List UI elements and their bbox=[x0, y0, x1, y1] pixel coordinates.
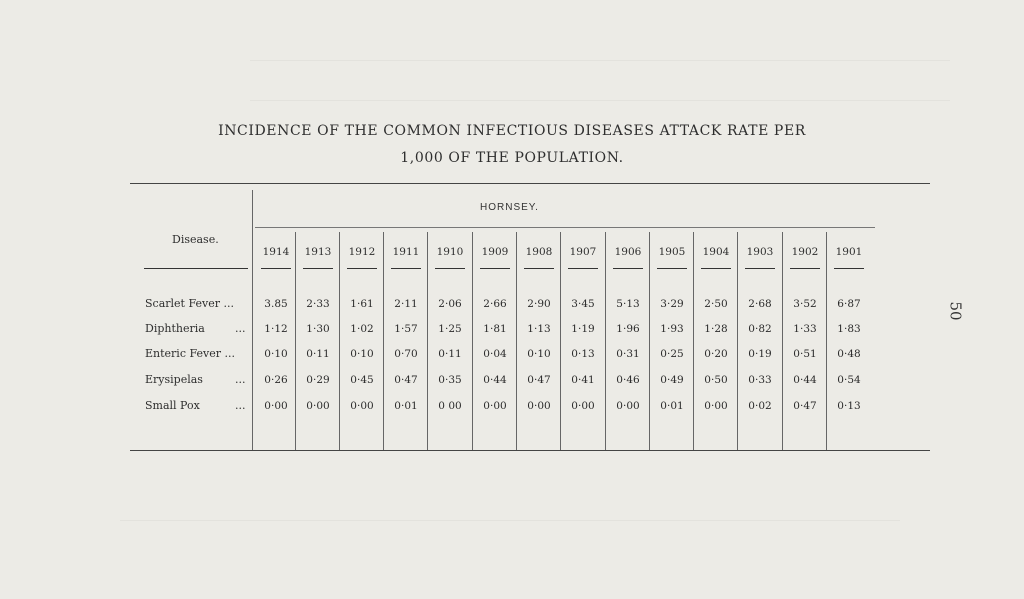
year-header-1909: 1909 bbox=[481, 246, 509, 258]
table-cell: 0·13 bbox=[837, 400, 861, 412]
disease-name: Scarlet Fever ... bbox=[145, 297, 234, 310]
table-cell: 0·25 bbox=[660, 348, 684, 360]
table-cell: 1·19 bbox=[571, 323, 595, 335]
table-cell: 3·45 bbox=[571, 298, 595, 310]
column-divider bbox=[649, 232, 650, 450]
table-cell: 1·81 bbox=[483, 323, 507, 335]
year-header-1905: 1905 bbox=[658, 246, 686, 258]
table-cell: 1·28 bbox=[704, 323, 728, 335]
year-header-underline bbox=[391, 268, 421, 269]
table-cell: 1·83 bbox=[837, 323, 861, 335]
year-header-1902: 1902 bbox=[791, 246, 819, 258]
table-cell: 0·01 bbox=[394, 400, 418, 412]
column-divider bbox=[826, 232, 827, 450]
year-header-underline bbox=[435, 268, 465, 269]
year-header-underline bbox=[745, 268, 775, 269]
leader-dots: ... bbox=[235, 322, 246, 335]
year-header-underline bbox=[657, 268, 687, 269]
table-cell: 0·44 bbox=[483, 374, 507, 386]
table-cell: 0 00 bbox=[438, 400, 462, 412]
table-cell: 2·66 bbox=[483, 298, 507, 310]
table-cell: 0·00 bbox=[350, 400, 374, 412]
leader-dots: ... bbox=[235, 373, 246, 386]
table-cell: 0·41 bbox=[571, 374, 595, 386]
year-header-underline bbox=[261, 268, 291, 269]
table-cell: 3·29 bbox=[660, 298, 684, 310]
table-cell: 0·01 bbox=[660, 400, 684, 412]
disease-column-header: Disease. bbox=[172, 233, 219, 246]
table-cell: 2·06 bbox=[438, 298, 462, 310]
column-divider bbox=[295, 232, 296, 450]
page-number: 50 bbox=[946, 301, 965, 321]
table-cell: 2·90 bbox=[527, 298, 551, 310]
table-cell: 0·45 bbox=[350, 374, 374, 386]
top-rule bbox=[130, 183, 930, 184]
title-line-1: INCIDENCE OF THE COMMON INFECTIOUS DISEASES ATTACK RATE PER bbox=[218, 123, 806, 139]
table-cell: 0·54 bbox=[837, 374, 861, 386]
column-divider bbox=[472, 232, 473, 450]
table-cell: 0·20 bbox=[704, 348, 728, 360]
table-cell: 2·50 bbox=[704, 298, 728, 310]
disease-name: Diphtheria bbox=[145, 322, 205, 335]
bleed-through-line bbox=[120, 520, 900, 521]
table-cell: 2·11 bbox=[394, 298, 418, 310]
table-cell: 0·49 bbox=[660, 374, 684, 386]
table-cell: 5·13 bbox=[616, 298, 640, 310]
year-header-underline bbox=[790, 268, 820, 269]
year-header-1908: 1908 bbox=[525, 246, 553, 258]
table-cell: 0·51 bbox=[793, 348, 817, 360]
table-cell: 0·13 bbox=[571, 348, 595, 360]
table-cell: 1·25 bbox=[438, 323, 462, 335]
year-header-1907: 1907 bbox=[569, 246, 597, 258]
year-header-underline bbox=[613, 268, 643, 269]
table-cell: 0·00 bbox=[264, 400, 288, 412]
table-cell: 0·47 bbox=[527, 374, 551, 386]
table-cell: 0·00 bbox=[704, 400, 728, 412]
year-header-1903: 1903 bbox=[746, 246, 774, 258]
table-cell: 0·50 bbox=[704, 374, 728, 386]
disease-name: Erysipelas bbox=[145, 373, 203, 386]
group-rule bbox=[255, 227, 875, 228]
year-header-1913: 1913 bbox=[304, 246, 332, 258]
table-cell: 0·00 bbox=[571, 400, 595, 412]
year-header-underline bbox=[347, 268, 377, 269]
disease-header-underline bbox=[144, 268, 248, 269]
table-cell: 0·35 bbox=[438, 374, 462, 386]
year-header-1901: 1901 bbox=[835, 246, 863, 258]
column-divider bbox=[252, 190, 253, 450]
year-header-underline bbox=[834, 268, 864, 269]
table-cell: 0·10 bbox=[264, 348, 288, 360]
year-header-1904: 1904 bbox=[702, 246, 730, 258]
year-header-underline bbox=[701, 268, 731, 269]
column-divider bbox=[737, 232, 738, 450]
year-header-1910: 1910 bbox=[436, 246, 464, 258]
table-cell: 0·44 bbox=[793, 374, 817, 386]
table-cell: 0·47 bbox=[394, 374, 418, 386]
year-header-underline bbox=[480, 268, 510, 269]
table-cell: 0·46 bbox=[616, 374, 640, 386]
disease-name: Enteric Fever ... bbox=[145, 347, 235, 360]
year-header-1912: 1912 bbox=[348, 246, 376, 258]
year-header-underline bbox=[568, 268, 598, 269]
table-cell: 3·52 bbox=[793, 298, 817, 310]
table-cell: 1·30 bbox=[306, 323, 330, 335]
table-cell: 0·26 bbox=[264, 374, 288, 386]
table-cell: 1·02 bbox=[350, 323, 374, 335]
table-cell: 0·82 bbox=[748, 323, 772, 335]
row-label bbox=[145, 322, 246, 335]
row-label bbox=[145, 347, 235, 360]
table-cell: 2·68 bbox=[748, 298, 772, 310]
column-divider bbox=[427, 232, 428, 450]
table-cell: 0·04 bbox=[483, 348, 507, 360]
title-line-2: 1,000 OF THE POPULATION. bbox=[400, 150, 624, 166]
row-label bbox=[145, 373, 246, 386]
leader-dots: ... bbox=[235, 399, 246, 412]
column-divider bbox=[339, 232, 340, 450]
table-cell: 0·10 bbox=[350, 348, 374, 360]
table-cell: 1·93 bbox=[660, 323, 684, 335]
row-label bbox=[145, 399, 246, 412]
table-cell: 0·11 bbox=[438, 348, 462, 360]
year-header-1911: 1911 bbox=[392, 246, 420, 258]
table-cell: 3.85 bbox=[264, 298, 288, 310]
bleed-through-line bbox=[250, 60, 950, 61]
table-cell: 1·12 bbox=[264, 323, 288, 335]
column-divider bbox=[560, 232, 561, 450]
table-cell: 1·13 bbox=[527, 323, 551, 335]
bleed-through-line bbox=[250, 100, 950, 101]
table-cell: 1·57 bbox=[394, 323, 418, 335]
group-header-hornsey: HORNSEY. bbox=[480, 202, 539, 213]
table-cell: 0·19 bbox=[748, 348, 772, 360]
table-cell: 0·47 bbox=[793, 400, 817, 412]
bottom-rule bbox=[130, 450, 930, 451]
year-header-1906: 1906 bbox=[614, 246, 642, 258]
table-cell: 0·70 bbox=[394, 348, 418, 360]
table-cell: 0·33 bbox=[748, 374, 772, 386]
column-divider bbox=[693, 232, 694, 450]
table-cell: 0·00 bbox=[306, 400, 330, 412]
table-cell: 0·48 bbox=[837, 348, 861, 360]
column-divider bbox=[516, 232, 517, 450]
disease-name: Small Pox bbox=[145, 399, 200, 412]
column-divider bbox=[383, 232, 384, 450]
table-cell: 0·00 bbox=[527, 400, 551, 412]
table-cell: 0·29 bbox=[306, 374, 330, 386]
table-cell: 0·00 bbox=[483, 400, 507, 412]
table-cell: 6·87 bbox=[837, 298, 861, 310]
table-cell: 1·61 bbox=[350, 298, 374, 310]
year-header-underline bbox=[303, 268, 333, 269]
year-header-1914: 1914 bbox=[262, 246, 290, 258]
table-cell: 2·33 bbox=[306, 298, 330, 310]
table-cell: 0·00 bbox=[616, 400, 640, 412]
column-divider bbox=[782, 232, 783, 450]
row-label bbox=[145, 297, 234, 310]
table-cell: 1·33 bbox=[793, 323, 817, 335]
table-cell: 0·31 bbox=[616, 348, 640, 360]
year-header-underline bbox=[524, 268, 554, 269]
table-title bbox=[0, 118, 1024, 172]
table-cell: 1·96 bbox=[616, 323, 640, 335]
column-divider bbox=[605, 232, 606, 450]
table-cell: 0·10 bbox=[527, 348, 551, 360]
table-cell: 0·11 bbox=[306, 348, 330, 360]
table-cell: 0·02 bbox=[748, 400, 772, 412]
